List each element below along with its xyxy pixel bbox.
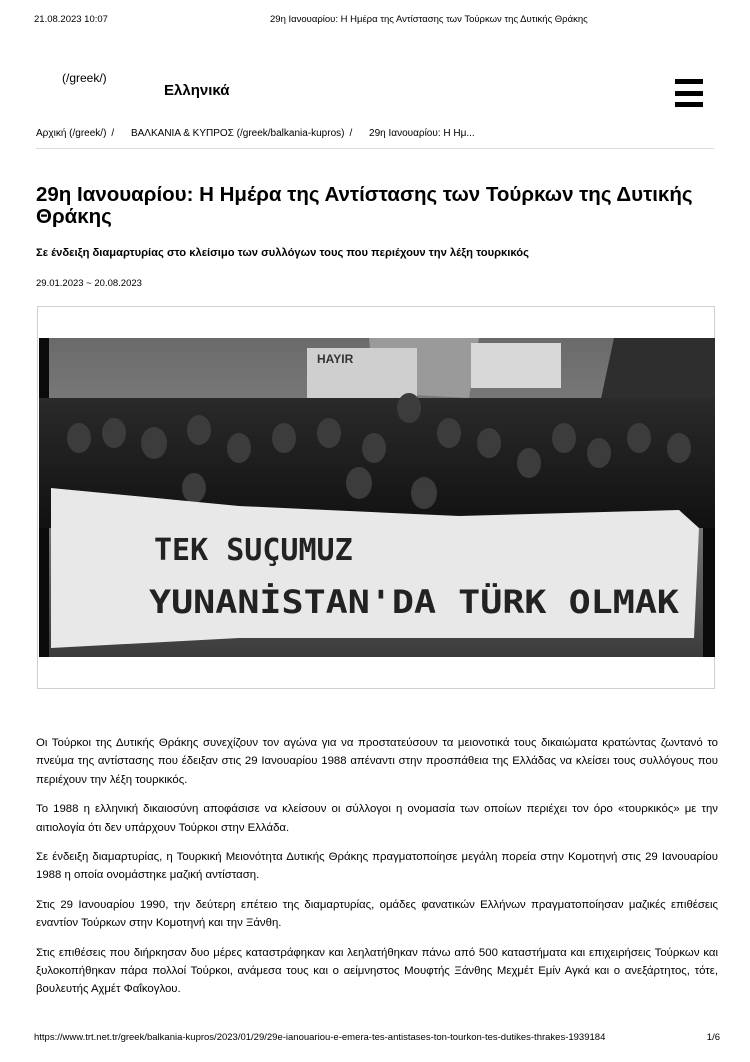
print-page-title: 29η Ιανουαρίου: Η Ημέρα της Αντίστασης των Τούρκων της Δυτικής Θράκης — [270, 14, 588, 25]
breadcrumb-section[interactable]: ΒΑΛΚΑΝΙΑ & ΚΥΠΡΟΣ (/greek/balkania-kupros) — [130, 128, 345, 139]
article-photo-frame — [37, 306, 715, 689]
site-logo-link[interactable]: (/greek/) — [62, 71, 107, 85]
article-paragraph: Οι Τούρκοι της Δυτικής Θράκης συνεχίζουν τον αγώνα για να προστατεύσουν τα μειονοτικά τους δικαιώματα κρατώντας ζωντανό το πνεύμα της αντίστασης που έδειξαν στις 29 Ιανουαρίου 1988 απέναντι στην προσπάθεια της Ελλάδας να κλείσει τους συλλόγους που περιέχουν την λέξη τουρκικός. — [36, 737, 718, 786]
article-paragraph: Στις επιθέσεις που διήρκησαν δυο μέρες καταστράφηκαν και λεηλατήθηκαν πάνω από 500 καταστήματα και επιχειρήσεις Τούρκων και ξυλοκοπήθηκαν πάρα πολλοί Τούρκοι, ανάμεσα τους και ο αείμνηστος Μουφτής Ξάνθης Μεχμέτ Εμίν Αγκά και ο ανεξάρτητος, τότε, βουλευτής Αχμέτ Φαΐκογλου. — [36, 946, 718, 996]
language-selector[interactable]: Ελληνικά — [164, 82, 230, 99]
article-dates: 29.01.2023 ~ 20.08.2023 — [36, 278, 142, 289]
breadcrumb-home[interactable]: Αρχική (/greek/) — [36, 128, 107, 139]
article-paragraph: Στις 29 Ιανουαρίου 1990, την δεύτερη επέτειο της διαμαρτυρίας, ομάδες φανατικών Ελλήνων πραγματοποίησαν μαζικές επιθέσεις εναντίον Τούρκων στην Κομοτηνή και την Ξάνθη. — [36, 898, 718, 930]
breadcrumb — [36, 128, 714, 149]
breadcrumb-separator: / — [111, 128, 115, 139]
print-page-number: 1/6 — [706, 1032, 720, 1043]
article-paragraph: Το 1988 η ελληνική δικαιοσύνη αποφάσισε να κλείσουν οι σύλλογοι η ονομασία των οποίων περιέχει τον όρο «τουρκικός» με την αιτιολογία ότι δεν υπάρχουν Τούρκοι στην Ελλάδα. — [36, 803, 718, 834]
protest-photo — [39, 338, 715, 657]
breadcrumb-current: 29η Ιανουαρίου: Η Ημ... — [369, 128, 475, 139]
banner-line-1: TEK SUÇUMUZ — [154, 533, 353, 568]
article-body — [36, 734, 718, 1010]
print-datetime: 21.08.2023 10:07 — [34, 14, 108, 25]
banner-line-2: YUNANİSTAN'DA TÜRK OLMAK — [149, 583, 680, 621]
article-paragraph: Σε ένδειξη διαμαρτυρίας, η Τουρκική Μειονότητα Δυτικής Θράκης πραγματοποίησε μεγάλη πορεία στην Κομοτηνή στις 29 Ιανουαρίου 1988 η οποία ονομάστηκε μαζική αντίσταση. — [36, 851, 718, 882]
breadcrumb-separator: / — [349, 128, 353, 139]
protest-sign-text: HAYIR — [317, 352, 354, 366]
print-url: https://www.trt.net.tr/greek/balkania-kupros/2023/01/29/29e-ianouariou-e-emera-tes-antistases-ton-tourkon-tes-dutikes-thrakes-1939184 — [34, 1032, 606, 1043]
article-headline: 29η Ιανουαρίου: Η Ημέρα της Αντίστασης των Τούρκων της Δυτικής Θράκης — [36, 183, 693, 228]
article-subtitle: Σε ένδειξη διαμαρτυρίας στο κλείσιμο των συλλόγων τους που περιέχουν την λέξη τουρκικός — [36, 247, 529, 259]
hamburger-menu-icon[interactable] — [675, 79, 703, 107]
